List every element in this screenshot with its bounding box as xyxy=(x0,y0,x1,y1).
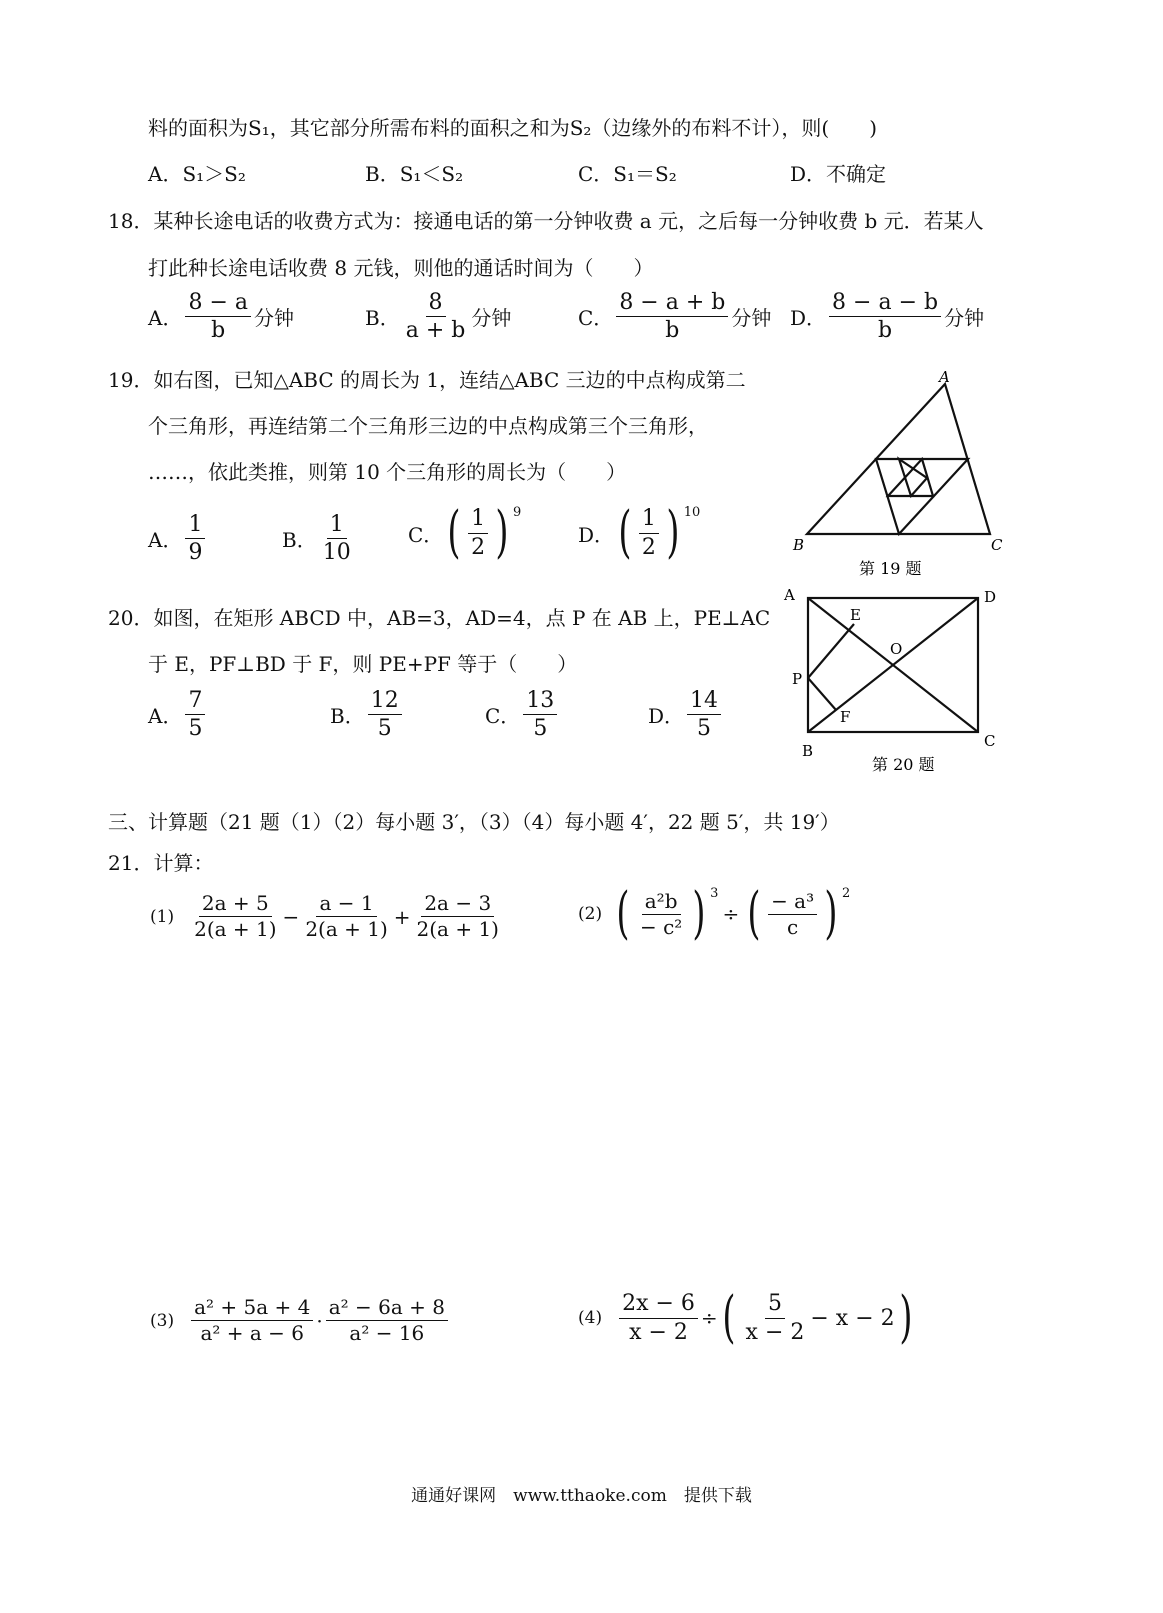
operator: + xyxy=(393,904,411,929)
fraction xyxy=(616,290,728,344)
option-letter: D． xyxy=(578,522,615,547)
numerator: − a³ xyxy=(768,890,817,915)
operator: ÷ xyxy=(700,1306,718,1330)
point-label-e: E xyxy=(850,606,861,624)
numerator: 12 xyxy=(368,688,402,715)
q18-option-a xyxy=(148,290,294,344)
fraction xyxy=(829,290,941,344)
q21-heading: 21．计算： xyxy=(108,851,214,875)
fraction xyxy=(185,290,251,344)
operator: · xyxy=(316,1308,323,1333)
denominator: 10 xyxy=(322,540,351,566)
parenthesized-fraction: ( $\frac{\text{− a³}}{c}$ ) xyxy=(747,881,838,946)
vertex-label-a: A xyxy=(939,368,950,386)
option-letter: A． xyxy=(148,528,183,553)
option-letter: A． xyxy=(148,306,183,331)
operator: ÷ xyxy=(722,902,740,926)
numerator: 2x − 6 xyxy=(619,1291,698,1318)
q17-option-d: D．不确定 xyxy=(790,162,887,186)
exponent: 3 xyxy=(710,886,719,901)
fraction xyxy=(743,1291,808,1345)
numerator: a² + 5a + 4 xyxy=(191,1296,313,1321)
numerator: 7 xyxy=(185,688,205,715)
denominator: 5 xyxy=(188,716,203,742)
point-label-p: P xyxy=(792,670,803,688)
fraction xyxy=(768,890,817,939)
q19-option-a xyxy=(148,512,208,566)
denominator: a² − 16 xyxy=(349,1321,425,1345)
expression-tail: − x − 2 xyxy=(810,1305,895,1331)
q20-line2: 于 E，PF⊥BD 于 F，则 PE+PF 等于（ ） xyxy=(148,652,578,676)
denominator: − c² xyxy=(639,914,683,939)
figure-caption: 第 20 题 xyxy=(872,755,935,774)
q19-option-d xyxy=(578,500,701,565)
point-label-o: O xyxy=(890,640,903,658)
problem-3 xyxy=(150,1296,451,1345)
vertex-label-c: C xyxy=(984,732,996,750)
denominator: c xyxy=(786,914,799,939)
numerator: a²b xyxy=(642,890,681,915)
exponent: 9 xyxy=(513,505,522,520)
vertex-label-c: C xyxy=(991,536,1003,554)
parenthesized-fraction: ( $\frac{\text{a²b}}{\text{− c²}}$ ) xyxy=(616,881,706,946)
denominator: 2(a + 1) xyxy=(305,917,388,941)
fraction xyxy=(191,1296,313,1345)
unit: 分钟 xyxy=(731,306,772,331)
numerator: 1 xyxy=(327,512,347,539)
fraction xyxy=(191,892,279,941)
exponent: 10 xyxy=(683,505,701,520)
q19-line2: 个三角形，再连结第二个三角形三边的中点构成第三个三角形， xyxy=(148,414,708,438)
option-letter: B． xyxy=(282,528,317,553)
numerator: 13 xyxy=(523,688,557,715)
q17-option-b: B．S₁＜S₂ xyxy=(365,162,464,186)
option-letter: D． xyxy=(648,704,685,729)
q17-option-a: A．S₁＞S₂ xyxy=(148,162,246,186)
denominator: 9 xyxy=(188,540,203,566)
fraction xyxy=(687,688,721,742)
q19-line3: ……，依此类推，则第 10 个三角形的周长为（ ） xyxy=(148,460,627,484)
operator: − xyxy=(282,904,300,929)
option-letter: B． xyxy=(365,306,400,331)
option-letter: C． xyxy=(578,306,614,331)
q20-line1: 20．如图，在矩形 ABCD 中，AB=3，AD=4，点 P 在 AB 上，PE⊥AC xyxy=(108,606,771,630)
vertex-label-a: A xyxy=(784,586,795,604)
numerator: 2a + 5 xyxy=(199,892,272,917)
numerator: 1 xyxy=(468,506,488,533)
fraction xyxy=(185,512,205,566)
unit: 分钟 xyxy=(944,306,985,331)
q17-option-c: C．S₁＝S₂ xyxy=(578,162,677,186)
vertex-label-b: B xyxy=(793,536,805,554)
denominator: 5 xyxy=(697,716,712,742)
point-label-f: F xyxy=(840,708,851,726)
denominator: x − 2 xyxy=(629,1319,688,1345)
denominator: x − 2 xyxy=(745,1319,805,1345)
problem-label: (3) xyxy=(150,1310,175,1331)
parenthesized-expression: ( $\frac{5}{x - 2}$ − x − 2 ) xyxy=(722,1285,913,1350)
denominator: a² + a − 6 xyxy=(200,1321,304,1345)
q20-option-b xyxy=(330,688,405,742)
q19-option-b xyxy=(282,512,357,566)
q20-option-a xyxy=(148,688,208,742)
problem-label: (4) xyxy=(578,1308,603,1328)
numerator: 2a − 3 xyxy=(421,892,494,917)
fraction xyxy=(619,1291,698,1345)
denominator: 2 xyxy=(471,534,486,560)
unit: 分钟 xyxy=(254,306,294,331)
unit: 分钟 xyxy=(471,306,512,331)
denominator: b xyxy=(211,318,226,344)
denominator: b xyxy=(665,318,680,344)
vertex-label-b: B xyxy=(802,742,814,760)
fraction xyxy=(185,688,205,742)
q19-line1: 19．如右图，已知△ABC 的周长为 1，连结△ABC 三边的中点构成第二 xyxy=(108,368,746,392)
parenthesized-fraction: ( $\frac{1}{2}$ ) xyxy=(447,500,509,565)
segment-pe xyxy=(808,624,854,678)
denominator: a + b xyxy=(405,318,466,344)
fraction xyxy=(326,1296,448,1345)
fraction xyxy=(368,688,402,742)
fraction xyxy=(523,688,557,742)
fraction xyxy=(637,890,685,939)
figure-caption: 第 19 题 xyxy=(859,559,922,578)
q18-option-b xyxy=(365,290,511,344)
denominator: 5 xyxy=(377,716,392,742)
problem-2 xyxy=(578,881,851,946)
q20-rectangle-figure xyxy=(778,582,1008,782)
option-letter: B． xyxy=(330,704,365,729)
denominator: 5 xyxy=(533,716,548,742)
numerator: 8 − a + b xyxy=(616,290,728,317)
option-letter: D． xyxy=(790,306,827,331)
page-footer: 通通好课网 www.tthaoke.com 提供下载 xyxy=(411,1486,752,1506)
numerator: 1 xyxy=(185,512,205,539)
q18-option-d xyxy=(790,290,984,344)
numerator: a − 1 xyxy=(316,892,376,917)
numerator: a² − 6a + 8 xyxy=(326,1296,448,1321)
denominator: b xyxy=(878,318,893,344)
segment-pf xyxy=(808,678,836,710)
q20-option-c xyxy=(485,688,560,742)
q17-line: 料的面积为S₁，其它部分所需布料的面积之和为S₂（边缘外的布料不计），则( ) xyxy=(148,116,878,140)
vertex-label-d: D xyxy=(984,588,997,606)
problem-label: (2) xyxy=(578,904,603,924)
fraction xyxy=(403,290,469,344)
option-letter: C． xyxy=(408,522,444,547)
exponent: 2 xyxy=(841,886,851,901)
problem-4 xyxy=(578,1285,917,1350)
q19-option-c xyxy=(408,500,522,565)
fraction xyxy=(302,892,390,941)
numerator: 8 xyxy=(426,290,446,317)
denominator: 2 xyxy=(641,534,656,560)
q20-option-d xyxy=(648,688,724,742)
q18-line2: 打此种长途电话收费 8 元钱，则他的通话时间为（ ） xyxy=(148,256,654,280)
option-letter: C． xyxy=(485,704,521,729)
numerator: 1 xyxy=(639,506,659,533)
denominator: 2(a + 1) xyxy=(416,917,499,941)
numerator: 5 xyxy=(765,1291,785,1318)
q18-line1: 18．某种长途电话的收费方式为：接通电话的第一分钟收费 a 元，之后每一分钟收费 b 元．若某人 xyxy=(108,209,984,233)
problem-label: (1) xyxy=(150,906,175,927)
problem-1 xyxy=(150,892,505,941)
option-letter: A． xyxy=(148,704,183,729)
fraction xyxy=(639,506,659,560)
denominator: 2(a + 1) xyxy=(194,917,277,941)
fraction xyxy=(320,512,354,566)
section3-heading: 三、计算题（21 题（1）（2）每小题 3′，（3）（4）每小题 4′，22 题 5′，共 19′） xyxy=(108,810,840,834)
parenthesized-fraction: ( $\frac{1}{2}$ ) xyxy=(618,500,680,565)
numerator: 8 − a − b xyxy=(829,290,941,317)
q18-option-c xyxy=(578,290,771,344)
numerator: 14 xyxy=(687,688,721,715)
q19-triangle-figure xyxy=(785,362,1015,582)
fraction xyxy=(414,892,502,941)
fraction xyxy=(468,506,488,560)
numerator: 8 − a xyxy=(185,290,251,317)
